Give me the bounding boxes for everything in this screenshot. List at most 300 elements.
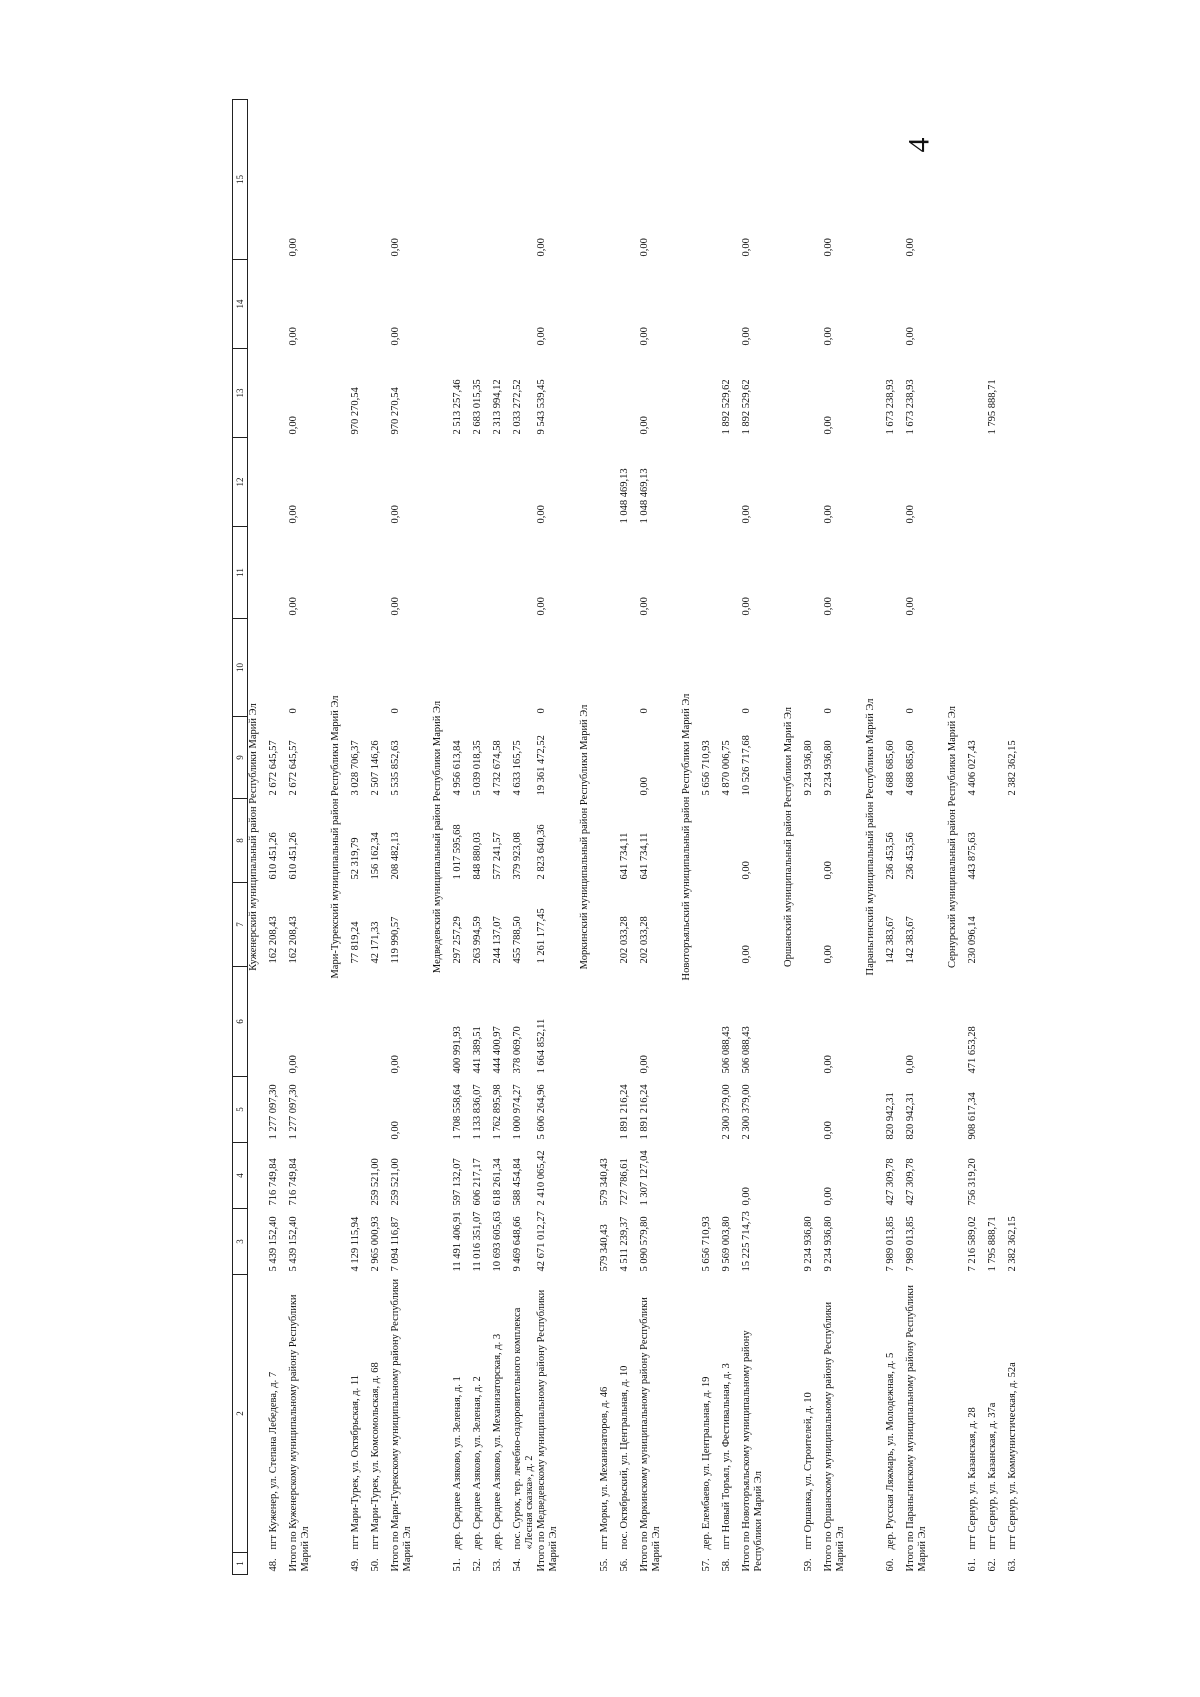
row-number: 56. [618,1558,630,1572]
table-row [370,100,390,1575]
cell-c3: 4 511 239,37 [618,1216,630,1272]
address: пгт Мари-Турек, ул. Октябрьская, д. 11 [350,1375,362,1550]
cell-c14 [885,260,905,349]
spacer-row [316,100,330,1575]
table-row [599,100,619,1575]
cell-c9: 2 382 362,15 [1007,740,1018,796]
cell-c4: 716 749,84 [268,1158,279,1206]
cell-c12 [803,438,823,527]
total-c15: 0,00 [390,238,402,257]
cell-c3: 9 234 936,80 [802,1216,814,1272]
cell-c4: 727 786,61 [618,1158,630,1206]
row-number: 55. [598,1558,610,1572]
cell-c3: 7 216 589,02 [967,1216,978,1272]
cell-c9 [599,717,619,799]
cell-c11 [885,527,905,619]
district-total-row [905,100,933,1575]
cell-c14 [967,260,987,349]
cell-c9: 4 732 674,58 [492,740,504,796]
total-c15: 0,00 [638,238,650,257]
district-header-row [865,100,885,1575]
cell-c5: 2 300 379,00 [720,1084,732,1140]
address: пос. Октябрьский, ул. Центральная, д. 10 [618,1365,630,1550]
cell-c14 [599,260,619,349]
address: пос. Сурок, тер. лечебно-оздоровительного комплекса «Лесная сказка», д. 2 [512,1307,536,1550]
total-c10: 0 [638,708,650,714]
cell-c3: 1 795 888,71 [987,1216,998,1272]
total-c8: 208 482,13 [390,832,402,880]
cell-c13: 2 033 272,52 [512,379,524,435]
total-c3: 7 094 116,87 [390,1216,402,1272]
total-c11: 0,00 [822,597,834,616]
column-header-6: 6 [233,967,248,1077]
cell-c6 [599,967,619,1077]
cell-c5 [987,1077,1007,1143]
cell-c12 [721,438,741,527]
spacer-cell [769,100,783,1575]
total-c10: 0 [740,708,752,714]
cell-c5: 1 133 836,07 [472,1084,484,1140]
total-c14: 0,00 [536,327,548,346]
cell-c8: 848 880,03 [472,832,484,880]
cell-c6 [268,967,288,1077]
row-number: 61. [967,1558,978,1572]
cell-c5: 1 762 895,98 [492,1084,504,1140]
cell-c6: 444 400,97 [492,1026,504,1074]
table-row [472,100,492,1575]
total-c12: 0,00 [390,505,402,524]
row-number: 59. [802,1558,814,1572]
total-c5: 820 942,31 [904,1092,916,1140]
total-c13: 0,00 [638,416,650,435]
total-c8: 0,00 [822,861,834,880]
cell-c8: 443 875,63 [967,832,978,880]
total-c8: 2 823 640,36 [536,824,548,880]
cell-c5: 908 617,34 [967,1092,978,1140]
cell-c9: 4 633 165,75 [512,740,524,796]
total-label: Итого по Куженерскому муниципальному району Республики Марий Эл [288,1294,312,1572]
total-c6: 1 664 852,11 [536,1018,548,1074]
total-label: Итого по Оршанскому муниципальному району Республики Марий Эл [822,1301,846,1572]
cell-c4 [350,1143,370,1209]
cell-c7: 244 137,07 [492,916,504,964]
cell-c3: 11 016 351,07 [472,1211,484,1272]
total-c15: 0,00 [536,238,548,257]
total-c3: 42 671 012,27 [536,1211,548,1272]
total-c5: 0,00 [390,1121,402,1140]
cell-c4: 427 309,78 [884,1158,896,1206]
column-header-4: 4 [233,1143,248,1209]
total-c7: 1 261 177,45 [536,908,548,964]
total-c12: 0,00 [904,505,916,524]
total-c6: 0,00 [288,1055,299,1074]
cell-c15 [701,100,721,260]
district-total-row [741,100,769,1575]
address: пгт Новый Торъял, ул. Фестивальная, д. 3 [720,1363,732,1550]
table-row [1007,100,1027,1575]
total-c4: 0,00 [740,1187,752,1206]
district-header-row [947,100,967,1575]
cell-c9: 9 234 936,80 [802,740,814,796]
cell-c6: 400 991,93 [452,1026,464,1074]
cell-c15 [599,100,619,260]
spacer-cell [851,100,865,1575]
cell-c15 [492,100,512,260]
total-c6: 0,00 [822,1055,834,1074]
total-c13: 1 892 529,62 [740,379,752,435]
address: пгт Куженер, ул. Степана Лебедева, д. 7 [268,1371,279,1550]
column-header-10: 10 [233,619,248,717]
address: дер. Елембаево, ул. Центральная, д. 19 [700,1376,712,1550]
cell-c14 [721,260,741,349]
table-row [987,100,1007,1575]
cell-c4 [1007,1143,1027,1209]
cell-c12 [967,438,987,527]
cell-c13 [599,349,619,438]
total-c9: 2 672 645,57 [288,740,299,796]
cell-c10 [701,619,721,717]
cell-c11 [967,527,987,619]
column-header-11: 11 [233,527,248,619]
row-number: 54. [512,1558,524,1572]
spacer-row [851,100,865,1575]
cell-c12 [268,438,288,527]
total-c4: 2 410 065,42 [536,1150,548,1206]
cell-c9: 5 039 018,35 [472,740,484,796]
total-c4: 259 521,00 [390,1158,402,1206]
district-total-row [288,100,316,1575]
spacer-cell [933,100,947,1575]
cell-c11 [701,527,721,619]
cell-c12 [701,438,721,527]
cell-c4 [721,1143,741,1209]
column-header-8: 8 [233,799,248,883]
cell-c5: 1 891 216,24 [618,1084,630,1140]
cell-c10 [967,619,987,717]
total-c8: 610 451,26 [288,832,299,880]
cell-c3: 10 693 605,63 [492,1211,504,1272]
column-header-15: 15 [233,100,248,260]
total-c6: 0,00 [390,1055,402,1074]
total-c9: 0,00 [638,777,650,796]
cell-c11 [370,527,390,619]
total-c5: 1 277 097,30 [288,1084,299,1140]
spacer-row [565,100,579,1575]
total-label: Итого по Моркинскому муниципальному району Республики Марий Эл [638,1297,662,1572]
cell-c13 [701,349,721,438]
row-number: 50. [370,1558,382,1572]
cell-c9: 5 656 710,93 [700,740,712,796]
cell-c10 [803,619,823,717]
cell-c4: 597 132,07 [452,1158,464,1206]
cell-c9: 4 688 685,60 [884,740,896,796]
district-total-row [536,100,564,1575]
cell-c7 [1007,883,1027,967]
cell-c9: 4 870 006,75 [720,740,732,796]
cell-c8: 156 162,34 [370,832,382,880]
total-c7: 0,00 [740,945,752,964]
total-c7: 0,00 [822,945,834,964]
cell-c5 [350,1077,370,1143]
cell-c7: 202 033,28 [618,916,630,964]
total-c4: 1 307 127,04 [638,1150,650,1206]
total-c10: 0 [288,708,299,714]
district-header-row [681,100,701,1575]
spacer-row [667,100,681,1575]
total-c6: 0,00 [638,1055,650,1074]
cell-c6 [619,967,639,1077]
cell-c12 [599,438,619,527]
cell-c9: 2 672 645,57 [268,740,279,796]
row-number: 62. [987,1558,998,1572]
cell-c12 [472,438,492,527]
total-label: Итого по Мари-Турекскому муниципальному району Республики Марий Эл [390,1278,414,1572]
total-c12: 0,00 [536,505,548,524]
cell-c7 [701,883,721,967]
district-name: Куженерский муниципальный район Республики Марий Эл [248,703,259,971]
total-c15: 0,00 [740,238,752,257]
total-c10: 0 [904,708,916,714]
cell-c7: 297 257,29 [452,916,464,964]
cell-c7: 162 208,43 [268,916,279,964]
total-c6: 506 088,43 [740,1026,752,1074]
column-header-13: 13 [233,349,248,438]
cell-c14 [1007,260,1027,349]
district-name: Мари-Турекский муниципальный район Республики Марий Эл [330,695,342,979]
cell-c7: 77 819,24 [350,921,362,964]
cell-c14 [619,260,639,349]
cell-c10 [452,619,472,717]
cell-c5 [370,1077,390,1143]
cell-c14 [701,260,721,349]
total-label: Итого по Параньгинскому муниципальному району Республики Марий Эл [904,1284,928,1572]
total-c7: 142 383,67 [904,916,916,964]
cell-c14 [350,260,370,349]
cell-c10 [492,619,512,717]
cell-c13: 2 683 015,35 [472,379,484,435]
total-c13: 1 673 238,93 [904,379,916,435]
district-name: Сернурский муниципальный район Республики Марий Эл [947,706,958,968]
total-c11: 0,00 [740,597,752,616]
cell-c4: 259 521,00 [370,1158,382,1206]
total-c13: 970 270,54 [390,387,402,435]
total-c5: 2 300 379,00 [740,1084,752,1140]
cell-c9: 3 028 706,37 [350,740,362,796]
total-c14: 0,00 [638,327,650,346]
cell-c14 [370,260,390,349]
cell-c8: 577 241,57 [492,832,504,880]
total-c11: 0,00 [638,597,650,616]
cell-c12 [350,438,370,527]
district-header-row [330,100,350,1575]
rotated-table-container [232,100,1132,1575]
cell-c10 [350,619,370,717]
address: пгт Сернур, ул. Казанская, д. 28 [967,1407,978,1550]
cell-c10 [599,619,619,717]
total-c6: 0,00 [904,1055,916,1074]
cell-c7: 142 383,67 [884,916,896,964]
cell-c10 [1007,619,1027,717]
total-c14: 0,00 [740,327,752,346]
cell-c7 [721,883,741,967]
cell-c15 [268,100,288,260]
table-row [885,100,905,1575]
cell-c6: 441 389,51 [472,1026,484,1074]
cell-c3: 4 129 115,94 [350,1216,362,1272]
cell-c11 [721,527,741,619]
total-c3: 9 234 936,80 [822,1216,834,1272]
cell-c3: 7 989 013,85 [884,1216,896,1272]
cell-c3: 2 965 000,93 [370,1216,382,1272]
spacer-cell [316,100,330,1575]
cell-c15 [1007,100,1027,260]
cell-c13: 1 673 238,93 [884,379,896,435]
cell-c10 [885,619,905,717]
district-total-row [390,100,418,1575]
cell-c14 [803,260,823,349]
spacer-cell [418,100,432,1575]
cell-c14 [512,260,536,349]
cell-c13 [619,349,639,438]
page-number: 4 [902,137,936,153]
cell-c6: 506 088,43 [720,1026,732,1074]
district-total-row [823,100,851,1575]
cell-c15 [967,100,987,260]
cell-c6: 471 653,28 [967,1026,978,1074]
total-c13: 0,00 [288,416,299,435]
district-name: Новоторъяльский муниципальный район Республики Марий Эл [680,693,692,981]
cell-c4: 756 319,20 [967,1158,978,1206]
cell-c11 [268,527,288,619]
district-name: Медведевский муниципальный район Республики Марий Эл [432,700,444,974]
cell-c8: 236 453,56 [884,832,896,880]
cell-c13: 1 892 529,62 [720,379,732,435]
repair-cost-table [232,99,1027,1575]
total-c15: 0,00 [822,238,834,257]
table-row [452,100,472,1575]
address: дер. Среднее Азяково, ул. Зеленая, д. 1 [452,1376,464,1550]
cell-c8 [987,799,1007,883]
cell-c9 [619,717,639,799]
cell-c15 [721,100,741,260]
cell-c14 [268,260,288,349]
cell-c11 [472,527,492,619]
spacer-cell [667,100,681,1575]
cell-c7: 230 096,14 [967,916,978,964]
address: пгт Оршанка, ул. Строителей, д. 10 [802,1392,814,1550]
total-c3: 5 439 152,40 [288,1216,299,1272]
cell-c12 [452,438,472,527]
total-c10: 0 [390,708,402,714]
total-c11: 0,00 [904,597,916,616]
cell-c10 [619,619,639,717]
cell-c6: 378 069,70 [512,1026,524,1074]
cell-c12 [512,438,536,527]
total-c13: 0,00 [822,416,834,435]
cell-c3: 5 439 152,40 [268,1216,279,1272]
cell-c11 [803,527,823,619]
cell-c11 [452,527,472,619]
total-c10: 0 [822,708,834,714]
cell-c12 [987,438,1007,527]
cell-c15 [452,100,472,260]
cell-c8: 641 734,11 [618,832,630,880]
cell-c9: 4 406 027,43 [967,740,978,796]
address: дер. Русская Ляжмарь, ул. Молодежная, д. 5 [884,1352,896,1550]
cell-c3: 579 340,43 [598,1224,610,1272]
cell-c5 [803,1077,823,1143]
cell-c8 [721,799,741,883]
total-c4: 0,00 [822,1187,834,1206]
column-header-2: 2 [233,1275,248,1553]
cell-c13 [268,349,288,438]
total-c14: 0,00 [904,327,916,346]
address: пгт Морки, ул. Механизаторов, д. 46 [598,1386,610,1550]
address: пгт Сернур, ул. Коммунистическая, д. 52а [1007,1362,1018,1550]
row-number: 49. [350,1558,362,1572]
cell-c12 [492,438,512,527]
cell-c6 [350,967,370,1077]
total-c9: 19 361 472,52 [536,735,548,796]
cell-c3: 5 656 710,93 [700,1216,712,1272]
column-header-9: 9 [233,717,248,799]
cell-c7 [987,883,1007,967]
cell-c14 [987,260,1007,349]
cell-c8: 379 923,08 [512,832,524,880]
total-c12: 0,00 [288,505,299,524]
cell-c10 [512,619,536,717]
total-c8: 236 453,56 [904,832,916,880]
cell-c15 [619,100,639,260]
cell-c5: 1 277 097,30 [268,1084,279,1140]
cell-c11 [599,527,619,619]
spacer-row [418,100,432,1575]
cell-c6 [1007,967,1027,1077]
cell-c3: 9 569 003,80 [720,1216,732,1272]
row-number: 51. [452,1558,464,1572]
cell-c7: 42 171,33 [370,921,382,964]
cell-c15 [803,100,823,260]
table-row [701,100,721,1575]
total-c5: 1 891 216,24 [638,1084,650,1140]
cell-c11 [987,527,1007,619]
total-c8: 641 734,11 [638,832,650,880]
total-c9: 9 234 936,80 [822,740,834,796]
cell-c5: 1 000 974,27 [512,1084,524,1140]
total-c12: 1 048 469,13 [638,468,650,524]
table-row [721,100,741,1575]
cell-c6 [701,967,721,1077]
cell-c8: 610 451,26 [268,832,279,880]
district-total-row [639,100,667,1575]
cell-c8 [599,799,619,883]
table-row [350,100,370,1575]
address: дер. Среднее Азяково, ул. Механизаторская, д. 3 [492,1333,504,1550]
district-header-row [432,100,452,1575]
spacer-row [769,100,783,1575]
cell-c13: 970 270,54 [350,387,362,435]
cell-c13: 2 313 994,12 [492,379,504,435]
total-label: Итого по Медведевскому муниципальному району Республики Марий Эл [536,1289,560,1572]
cell-c12 [1007,438,1027,527]
column-header-1: 1 [233,1553,248,1575]
cell-c10 [721,619,741,717]
cell-c3: 2 382 362,15 [1007,1216,1018,1272]
cell-c12: 1 048 469,13 [618,468,630,524]
row-number: 53. [492,1558,504,1572]
total-c12: 0,00 [822,505,834,524]
total-c14: 0,00 [390,327,402,346]
